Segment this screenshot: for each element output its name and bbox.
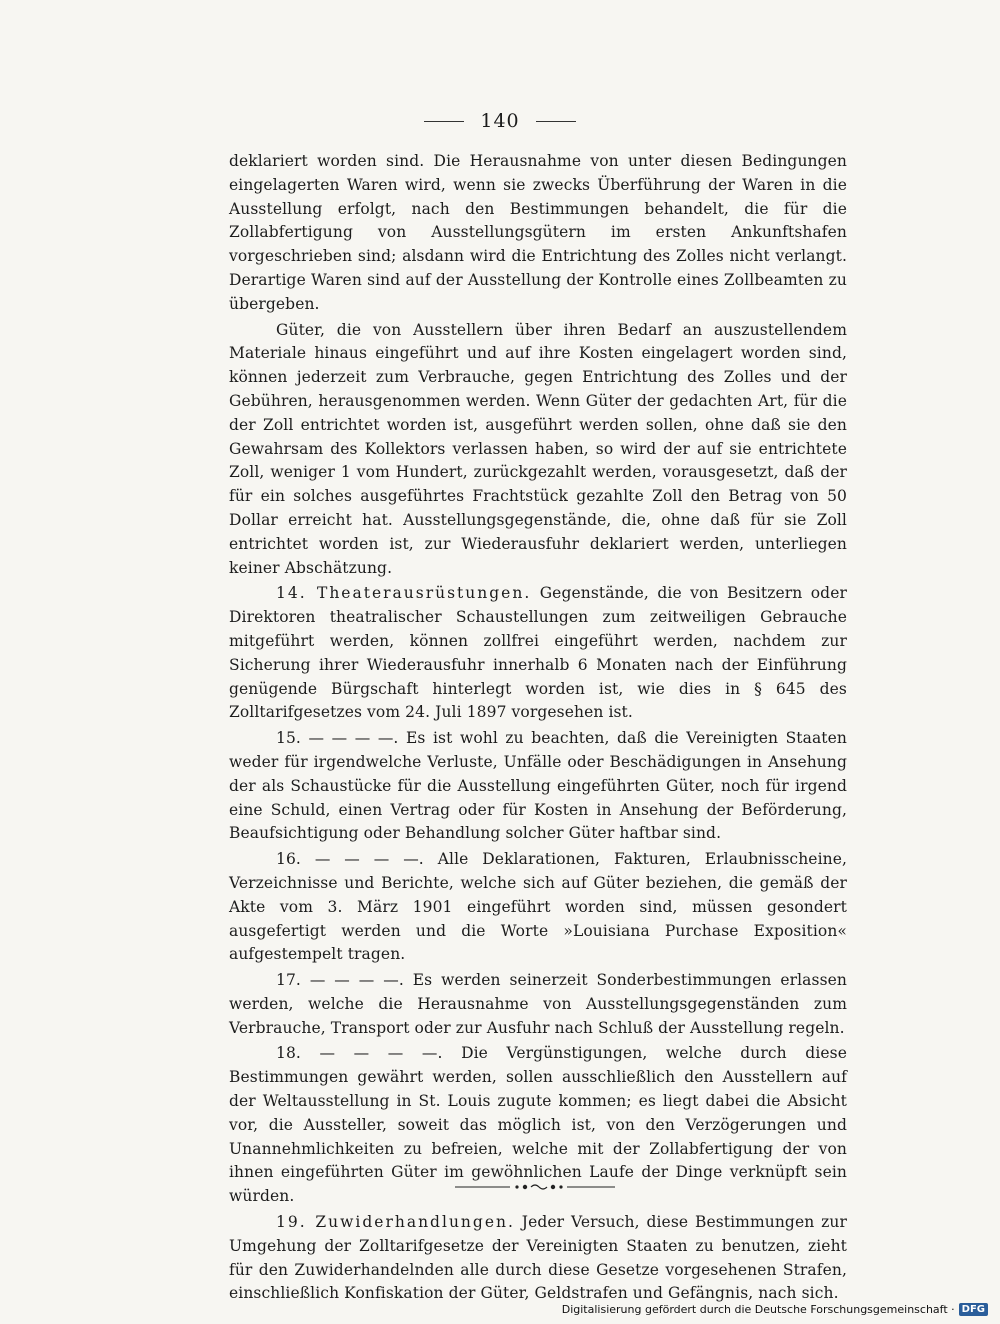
paragraph bbox=[229, 150, 847, 317]
paragraph bbox=[229, 969, 847, 1040]
digitization-footer bbox=[562, 1303, 988, 1316]
page-number: 140 bbox=[480, 110, 520, 132]
footer-text: Digitalisierung gefördert durch die Deutsche Forschungsgemeinschaft · bbox=[561, 1303, 955, 1316]
paragraph bbox=[229, 848, 847, 967]
paragraph-text: Gegenstände, die von Besitzern oder Direktoren theatralischer Schaustellungen zum zeitweiligen Gebrauche mitgeführt werden, können zollfrei eingeführt werden, nachdem zur Sicherung ihrer Wiederausfuhr innerhalb 6 Monaten nach der Einführung genügende Bürgschaft hinterlegt worden ist, wie dies in § 645 des Zolltarifgesetzes vom 24. Juli 1897 vorgesehen ist. bbox=[229, 584, 847, 722]
paragraph bbox=[229, 1211, 847, 1306]
paragraph bbox=[229, 319, 847, 581]
paragraph-text: deklariert worden sind. Die Herausnahme von unter diesen Bedingungen eingelagerten Waren wird, wenn sie zwecks Überführung der Waren in die Ausstellung erfolgt, nach den Bestimmungen behandelt, die für die Zollabfertigung von Ausstellungsgütern im ersten Ankunftshafen vorgeschrieben sind; alsdann wird die Entrichtung des Zolles nicht verlangt. Derartige Waren sind auf der Ausstellung der Kontrolle eines Zollbeamten zu übergeben. bbox=[229, 152, 847, 313]
paragraph-lead: 19. Zuwiderhandlungen. bbox=[276, 1213, 515, 1232]
header-rule-left bbox=[424, 121, 464, 122]
end-ornament bbox=[455, 1183, 615, 1191]
paragraph-lead: 14. Theaterausrüstungen. bbox=[276, 584, 532, 603]
dfg-logo: DFG bbox=[959, 1303, 988, 1316]
paragraph-text: Die Vergünstigungen, welche durch diese Bestimmungen gewährt werden, sollen ausschließlich den Ausstellern auf der Weltausstellung in St. Louis zugute kommen; es liegt dabei die Absicht vor, die Aussteller, soweit das möglich ist, von den Verzögerungen und Unannehmlichkeiten zu befreien, welche mit der Zollabfertigung der von ihnen eingeführten Güter im gewöhnlichen Laufe der Dinge verknüpft sein würden. bbox=[229, 1044, 847, 1206]
paragraph-text: Alle Deklarationen, Fakturen, Erlaubnisscheine, Verzeichnisse und Berichte, welche sich auf Güter beziehen, die gemäß der Akte vom 3. März 1901 eingeführt worden sind, müssen gesondert ausgefertigt werden und die Worte »Louisiana Purchase Exposition« aufgestempelt tragen. bbox=[229, 850, 848, 964]
paragraph-lead: 17. — — — —. bbox=[276, 971, 404, 990]
paragraph bbox=[229, 582, 847, 725]
page-body bbox=[229, 150, 847, 1308]
paragraph-text: Es ist wohl zu beachten, daß die Vereinigten Staaten weder für irgendwelche Verluste, Unfälle oder Beschädigungen in Ansehung der als Schaustücke für die Ausstellung eingeführten Güter, noch für irgend eine Schuld, einen Vertrag oder für Kosten in Ansehung der Beförderung, Beaufsichtigung oder Behandlung solcher Güter haftbar sind. bbox=[229, 729, 847, 843]
paragraph-lead: 18. — — — —. bbox=[276, 1044, 443, 1063]
paragraph-lead: 15. — — — —. bbox=[276, 729, 399, 748]
paragraph-lead: 16. — — — —. bbox=[276, 850, 424, 869]
header-rule-right bbox=[536, 121, 576, 122]
paragraph-text: Jeder Versuch, diese Bestimmungen zur Umgehung der Zolltarifgesetze der Vereinigten Staaten zu benutzen, zieht für den Zuwiderhandelnden alle durch diese Gesetze vorgesehenen Strafen, einschließlich Konfiskation der Güter, Geldstrafen und Gefängnis, nach sich. bbox=[229, 1213, 847, 1303]
paragraph bbox=[229, 727, 847, 846]
page-header bbox=[0, 110, 1000, 132]
paragraph-text: Es werden seinerzeit Sonderbestimmungen erlassen werden, welche die Herausnahme von Ausstellungsgegenständen zum Verbrauche, Transport oder zur Ausfuhr nach Schluß der Ausstellung regeln. bbox=[229, 971, 847, 1037]
paragraph-text: Güter, die von Ausstellern über ihren Bedarf an auszustellendem Materiale hinaus eingeführt und auf ihre Kosten eingelagert worden sind, können jederzeit zum Verbrauche, gegen Entrichtung des Zolles und der Gebühren, herausgenommen werden. Wenn Güter der gedachten Art, für die der Zoll entrichtet worden ist, ausgeführt werden sollen, ohne daß sie den Gewahrsam des Kollektors verlassen haben, so wird der auf sie entrichtete Zoll, weniger 1 vom Hundert, zurückgezahlt werden, vorausgesetzt, daß der für ein solches ausgeführtes Frachtstück gezahlte Zoll den Betrag von 50 Dollar erreicht hat. Ausstellungsgegenstände, die, ohne daß für sie Zoll entrichtet worden ist, zur Wiederausfuhr deklariert werden, unterliegen keiner Abschätzung. bbox=[229, 320, 847, 577]
